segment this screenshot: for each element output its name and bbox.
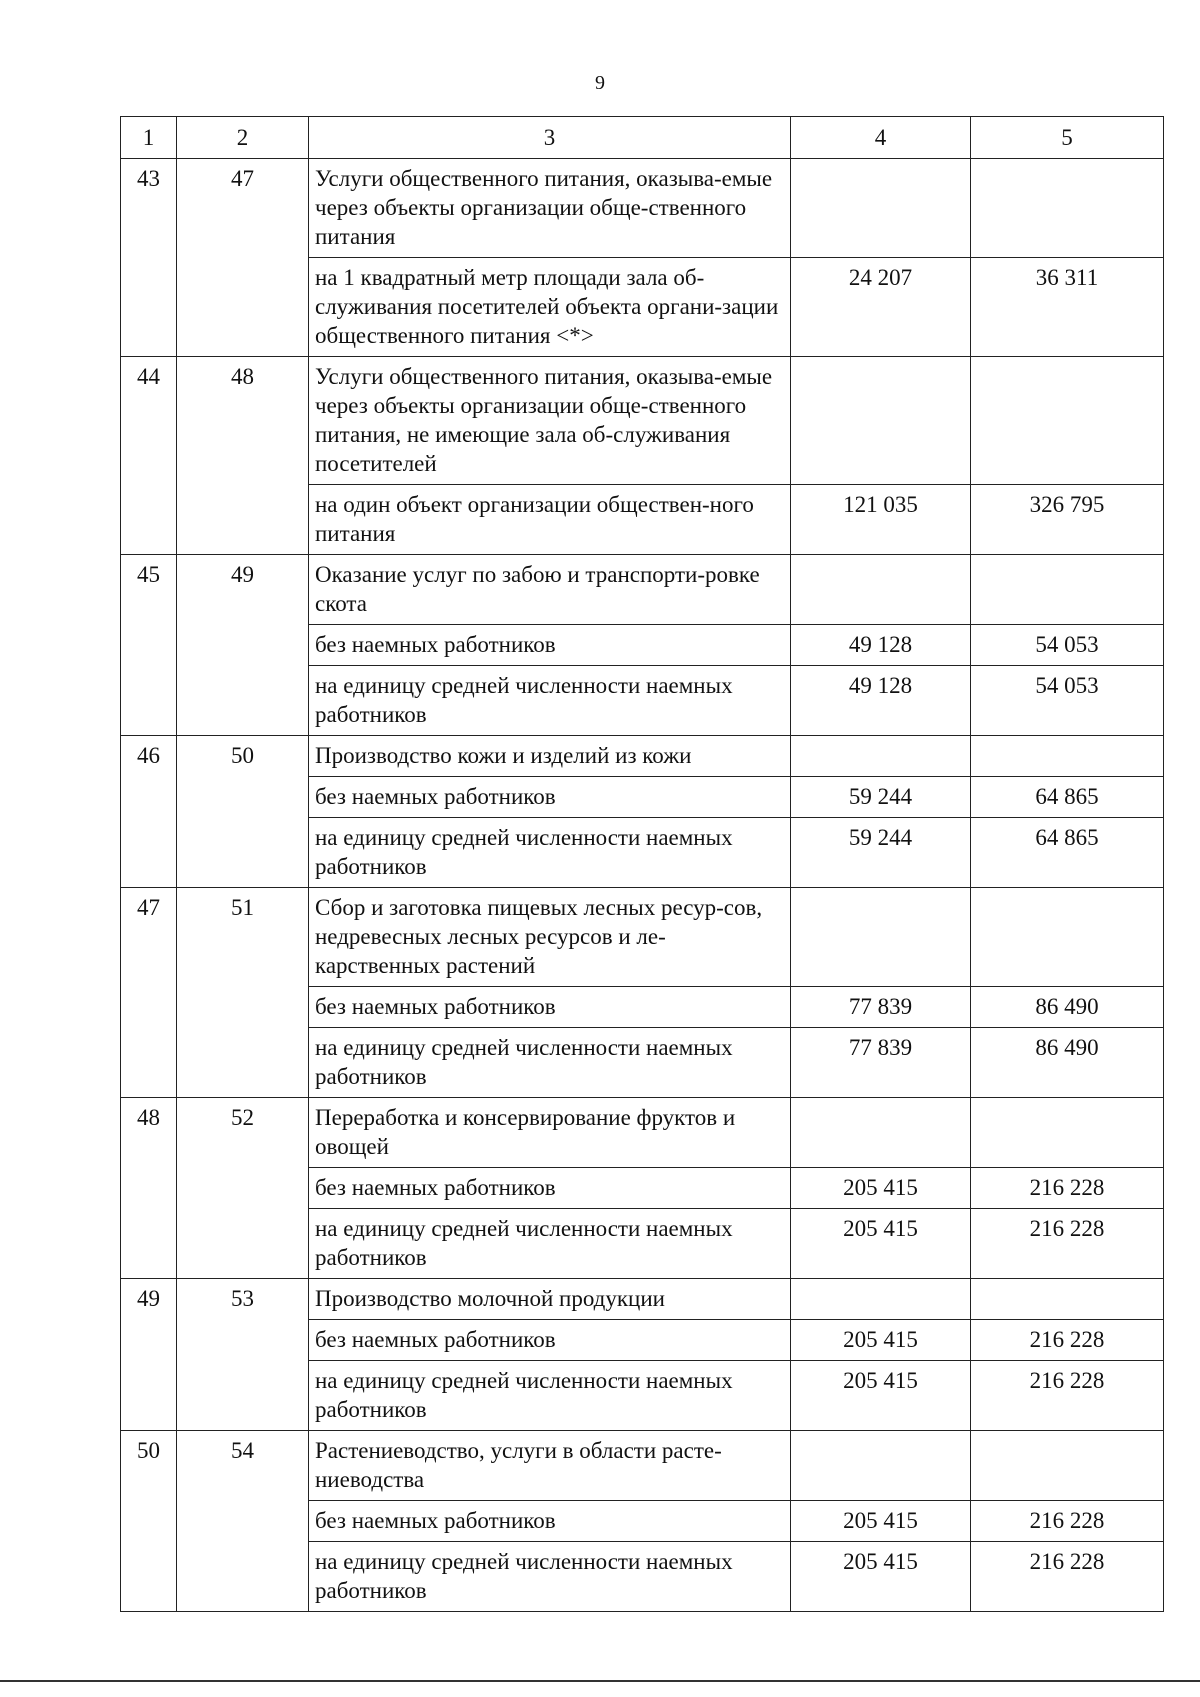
- data-table: [120, 116, 1164, 1612]
- value-col5-cell: 36 311: [971, 258, 1164, 357]
- group-title-row: [121, 1431, 1164, 1501]
- value-col5-cell: 216 228: [971, 1542, 1164, 1612]
- sub-row-label-cell: на единицу средней численности наемных работников: [309, 1542, 791, 1612]
- value-col5-cell: 64 865: [971, 777, 1164, 818]
- value-col5-cell: 86 490: [971, 987, 1164, 1028]
- activity-title-cell: Производство кожи и изделий из кожи: [309, 736, 791, 777]
- sub-row-label-cell: на единицу средней численности наемных работников: [309, 1028, 791, 1098]
- value-col4-cell: 77 839: [791, 987, 971, 1028]
- page-number: 9: [595, 72, 605, 94]
- header-cell-5: 5: [971, 117, 1164, 159]
- activity-title-cell: Услуги общественного питания, оказыва-емые через объекты организации обще-ственного питания, не имеющие зала об-служивания посетителей: [309, 357, 791, 485]
- value-col5-cell: [971, 736, 1164, 777]
- activity-title-cell: Переработка и консервирование фруктов и овощей: [309, 1098, 791, 1168]
- activity-title-cell: Оказание услуг по забою и транспорти-ровке скота: [309, 555, 791, 625]
- group-title-row: [121, 555, 1164, 625]
- value-col5-cell: 216 228: [971, 1501, 1164, 1542]
- value-col4-cell: 77 839: [791, 1028, 971, 1098]
- group-title-row: [121, 888, 1164, 987]
- value-col4-cell: [791, 736, 971, 777]
- activity-title-cell: Растениеводство, услуги в области расте-ниеводства: [309, 1431, 791, 1501]
- sub-row-label-cell: на единицу средней численности наемных работников: [309, 666, 791, 736]
- activity-title-cell: Производство молочной продукции: [309, 1279, 791, 1320]
- sub-row-label-cell: на 1 квадратный метр площади зала об-служивания посетителей объекта органи-зации общественного питания <*>: [309, 258, 791, 357]
- sub-row-label-cell: без наемных работников: [309, 1168, 791, 1209]
- value-col5-cell: [971, 555, 1164, 625]
- sub-row-label-cell: без наемных работников: [309, 625, 791, 666]
- value-col4-cell: [791, 555, 971, 625]
- value-col4-cell: 205 415: [791, 1209, 971, 1279]
- value-col5-cell: [971, 1431, 1164, 1501]
- value-col5-cell: 54 053: [971, 625, 1164, 666]
- sub-row-label-cell: без наемных работников: [309, 987, 791, 1028]
- group-title-row: [121, 357, 1164, 485]
- sub-row-label-cell: на единицу средней численности наемных работников: [309, 818, 791, 888]
- code-number-cell: 54: [177, 1431, 309, 1612]
- code-number-cell: 52: [177, 1098, 309, 1279]
- code-number-cell: 53: [177, 1279, 309, 1431]
- value-col5-cell: [971, 357, 1164, 485]
- code-number-cell: 50: [177, 736, 309, 888]
- value-col4-cell: 49 128: [791, 666, 971, 736]
- value-col4-cell: [791, 1431, 971, 1501]
- value-col4-cell: 49 128: [791, 625, 971, 666]
- sub-row-label-cell: на один объект организации обществен-ного питания: [309, 485, 791, 555]
- group-title-row: [121, 1098, 1164, 1168]
- header-row: [121, 117, 1164, 159]
- value-col5-cell: [971, 159, 1164, 258]
- value-col5-cell: 216 228: [971, 1209, 1164, 1279]
- row-number-cell: 43: [121, 159, 177, 357]
- header-cell-1: 1: [121, 117, 177, 159]
- header-cell-2: 2: [177, 117, 309, 159]
- group-title-row: [121, 1279, 1164, 1320]
- value-col4-cell: 59 244: [791, 818, 971, 888]
- sub-row-label-cell: на единицу средней численности наемных работников: [309, 1209, 791, 1279]
- table-body: [121, 117, 1164, 1612]
- row-number-cell: 44: [121, 357, 177, 555]
- code-number-cell: 49: [177, 555, 309, 736]
- value-col4-cell: 205 415: [791, 1542, 971, 1612]
- activity-title-cell: Услуги общественного питания, оказыва-емые через объекты организации обще-ственного питания: [309, 159, 791, 258]
- row-number-cell: 46: [121, 736, 177, 888]
- value-col5-cell: 326 795: [971, 485, 1164, 555]
- value-col4-cell: [791, 1279, 971, 1320]
- sub-row-label-cell: на единицу средней численности наемных работников: [309, 1361, 791, 1431]
- code-number-cell: 51: [177, 888, 309, 1098]
- value-col4-cell: [791, 159, 971, 258]
- value-col4-cell: 121 035: [791, 485, 971, 555]
- value-col5-cell: 216 228: [971, 1168, 1164, 1209]
- value-col4-cell: 205 415: [791, 1361, 971, 1431]
- value-col5-cell: [971, 1098, 1164, 1168]
- value-col5-cell: 64 865: [971, 818, 1164, 888]
- header-cell-4: 4: [791, 117, 971, 159]
- activity-title-cell: Сбор и заготовка пищевых лесных ресур-сов, недревесных лесных ресурсов и ле-карственных растений: [309, 888, 791, 987]
- row-number-cell: 45: [121, 555, 177, 736]
- sub-row-label-cell: без наемных работников: [309, 1320, 791, 1361]
- sub-row-label-cell: без наемных работников: [309, 777, 791, 818]
- value-col4-cell: 24 207: [791, 258, 971, 357]
- value-col4-cell: [791, 1098, 971, 1168]
- group-title-row: [121, 159, 1164, 258]
- row-number-cell: 50: [121, 1431, 177, 1612]
- value-col4-cell: [791, 888, 971, 987]
- value-col5-cell: 216 228: [971, 1361, 1164, 1431]
- sub-row-label-cell: без наемных работников: [309, 1501, 791, 1542]
- value-col4-cell: 205 415: [791, 1168, 971, 1209]
- value-col5-cell: [971, 888, 1164, 987]
- value-col5-cell: [971, 1279, 1164, 1320]
- row-number-cell: 48: [121, 1098, 177, 1279]
- code-number-cell: 48: [177, 357, 309, 555]
- value-col5-cell: 54 053: [971, 666, 1164, 736]
- value-col4-cell: 205 415: [791, 1501, 971, 1542]
- row-number-cell: 47: [121, 888, 177, 1098]
- code-number-cell: 47: [177, 159, 309, 357]
- value-col5-cell: 216 228: [971, 1320, 1164, 1361]
- value-col4-cell: 205 415: [791, 1320, 971, 1361]
- row-number-cell: 49: [121, 1279, 177, 1431]
- value-col4-cell: [791, 357, 971, 485]
- page-bottom-rule: [0, 1680, 1200, 1682]
- value-col5-cell: 86 490: [971, 1028, 1164, 1098]
- value-col4-cell: 59 244: [791, 777, 971, 818]
- header-cell-3: 3: [309, 117, 791, 159]
- group-title-row: [121, 736, 1164, 777]
